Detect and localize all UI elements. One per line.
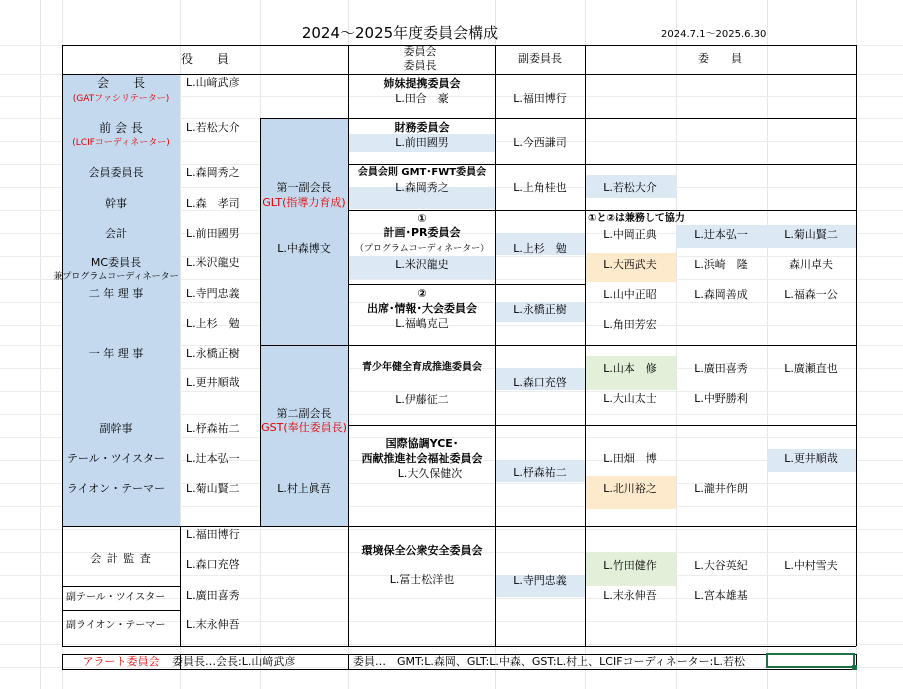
committee-name: 姉妹提携委員会 bbox=[383, 77, 461, 90]
committee-vice: L.永橋正樹 bbox=[513, 303, 567, 316]
officer-name: L.前田國男 bbox=[186, 227, 240, 240]
committee-member: L.田畑 博 bbox=[603, 452, 657, 465]
committee-member: L.宮本雄基 bbox=[694, 589, 748, 602]
committee-vice: L.上杉 勉 bbox=[513, 242, 567, 255]
fill-handle[interactable] bbox=[852, 665, 857, 670]
committee-member: L.大西武夫 bbox=[603, 258, 657, 271]
committee-member: L.中岡正典 bbox=[603, 228, 657, 241]
officer-role: 会計 bbox=[105, 227, 127, 240]
committee-mark: ① bbox=[417, 212, 427, 225]
committee-member: L.竹田健作 bbox=[603, 559, 657, 572]
officer-role: 一 年 理 事 bbox=[88, 347, 144, 360]
joint-note: ①と②は兼務して協力 bbox=[588, 213, 685, 224]
header-members: 委 員 bbox=[698, 52, 742, 65]
committee-member: L.大谷英紀 bbox=[694, 559, 748, 572]
officer-name: L.菊山賢二 bbox=[186, 482, 240, 495]
header-vice-chair: 副委員長 bbox=[518, 52, 562, 65]
committee-vice: L.寺門忠義 bbox=[513, 574, 567, 587]
auditor-role: 会 計 監 査 bbox=[90, 552, 152, 565]
officer-name: L.永橋正樹 bbox=[186, 347, 240, 360]
committee-member: L.山中正昭 bbox=[603, 288, 657, 301]
officer-role: 会 長 bbox=[96, 76, 146, 90]
committee-member: L.浜崎 隆 bbox=[694, 258, 748, 271]
committee-vice: L.今西謙司 bbox=[513, 136, 567, 149]
committee-member: L.若松大介 bbox=[603, 181, 657, 194]
officer-role: 副幹事 bbox=[99, 422, 133, 435]
officer-name: L.森 孝司 bbox=[186, 197, 240, 210]
officer-name: L.寺門忠義 bbox=[186, 287, 240, 300]
alert-committee-label: アラート委員会 bbox=[82, 655, 160, 668]
officer-name: L.若松大介 bbox=[186, 121, 240, 134]
period: 2024.7.1～2025.6.30 bbox=[661, 29, 767, 40]
first-vp-role: 第一副会長 bbox=[276, 181, 332, 194]
committee-member: L.辻本弘一 bbox=[694, 228, 748, 241]
first-vp-name: L.中森博文 bbox=[277, 242, 331, 255]
committee-chair: L.森岡秀之 bbox=[395, 181, 449, 194]
committee-chair: L.前田國男 bbox=[395, 136, 449, 149]
page-title: 2024～2025年度委員会構成 bbox=[301, 24, 499, 42]
officer-role: 幹事 bbox=[105, 197, 127, 210]
second-vp-sub: GST(奉仕委員長) bbox=[261, 421, 347, 434]
vice-lion-name: L.末永伸吾 bbox=[186, 618, 240, 631]
vice-tail-role: 副テール・ツイスター bbox=[66, 592, 166, 603]
committee-chair: L.福嶋克己 bbox=[395, 317, 449, 330]
committee-vice: L.杼森祐二 bbox=[513, 466, 567, 479]
committee-member: L.菊山賢二 bbox=[784, 228, 838, 241]
committee-member: L.末永伸吾 bbox=[603, 589, 657, 602]
committee-member: L.大山太士 bbox=[603, 392, 657, 405]
officer-name: L.米沢龍史 bbox=[186, 256, 240, 269]
committee-member: L.山本 修 bbox=[603, 362, 657, 375]
officer-role: ライオン・テーマー bbox=[66, 482, 166, 495]
auditor-name: L.森口充啓 bbox=[186, 558, 240, 571]
officer-sub: (GATファシリテーター) bbox=[72, 94, 170, 104]
committee-vice: L.福田博行 bbox=[513, 92, 567, 105]
officer-name: L.更井順哉 bbox=[186, 376, 240, 389]
vice-lion-role: 副ライオン・テーマー bbox=[66, 620, 166, 631]
alert-committee-members: 委員… GMT:L.森岡、GLT:L.中森、GST:L.村上、LCIFコーディネーター:L.若松 bbox=[353, 655, 746, 668]
committee-member: L.廣瀬直也 bbox=[784, 362, 838, 375]
officer-sub: 兼プログラムコーディネーター bbox=[53, 272, 179, 282]
committee-chair: L.大久保健次 bbox=[397, 467, 463, 480]
officer-role: テール・ツイスター bbox=[66, 452, 166, 465]
vice-tail-name: L.廣田喜秀 bbox=[186, 589, 240, 602]
committee-sub: （プログラムコーディネーター） bbox=[354, 244, 490, 254]
header-chair: 委員会 委員長 bbox=[403, 45, 437, 72]
header-officers: 役 員 bbox=[180, 52, 230, 66]
committee-name: 国際協調YCE･ bbox=[385, 437, 459, 450]
committee-member: L.北川裕之 bbox=[603, 482, 657, 495]
officer-role: 前 会 長 bbox=[99, 121, 143, 135]
committee-chair: L.伊藤征二 bbox=[395, 393, 449, 406]
committee-member: L.廣田喜秀 bbox=[694, 362, 748, 375]
committee-member: L.更井順哉 bbox=[784, 452, 838, 465]
committee-chair: L.米沢龍史 bbox=[395, 258, 449, 271]
committee-member: L.角田芳宏 bbox=[603, 318, 657, 331]
committee-chair: L.冨士松洋也 bbox=[389, 573, 455, 586]
officer-role: 会員委員長 bbox=[88, 166, 144, 179]
committee-name: 環境保全公衆安全委員会 bbox=[361, 544, 483, 557]
committee-vice: L.森口充啓 bbox=[513, 376, 567, 389]
committee-member: L.瀧井作朗 bbox=[694, 482, 748, 495]
officer-role: MC委員長 bbox=[90, 256, 142, 269]
selected-cell[interactable] bbox=[766, 653, 855, 668]
committee-member: L.中野勝利 bbox=[694, 392, 748, 405]
committee-chair: L.田合 豪 bbox=[395, 92, 449, 105]
auditor-name: L.福田博行 bbox=[186, 528, 240, 541]
officer-name: L.山﨑武彦 bbox=[186, 76, 240, 89]
committee-name: 会員会則 GMT･FWT委員会 bbox=[357, 167, 487, 178]
committee-name: 出席･情報･大会委員会 bbox=[367, 302, 477, 315]
committee-member: L.中村雪夫 bbox=[784, 559, 838, 572]
committee-name: 青少年健全育成推進委員会 bbox=[362, 362, 482, 373]
second-vp-role: 第二副会長 bbox=[276, 407, 332, 420]
committee-mark: ② bbox=[417, 287, 427, 300]
officer-role: 二 年 理 事 bbox=[88, 287, 144, 300]
committee-name: 計画･PR委員会 bbox=[383, 226, 461, 239]
officer-name: L.森岡秀之 bbox=[186, 166, 240, 179]
officer-name: L.上杉 勉 bbox=[186, 317, 240, 330]
first-vp-sub: GLT(指導力育成) bbox=[262, 196, 346, 209]
committee-vice: L.上角桂也 bbox=[513, 181, 567, 194]
vp-column-fill bbox=[260, 118, 348, 526]
officer-name: L.辻本弘一 bbox=[186, 452, 240, 465]
committee-member: 森川卓夫 bbox=[789, 258, 833, 271]
alert-committee-chair: 委員長…会長:L.山﨑武彦 bbox=[172, 655, 296, 668]
officer-sub: (LCIFコーディネーター) bbox=[72, 138, 170, 148]
committee-name: 財務委員会 bbox=[394, 121, 450, 134]
committee-member: L.森岡善成 bbox=[694, 288, 748, 301]
committee-name: 西献推進社会福祉委員会 bbox=[361, 452, 483, 465]
committee-member: L.福森一公 bbox=[784, 288, 838, 301]
second-vp-name: L.村上眞吾 bbox=[277, 482, 331, 495]
officer-name: L.杼森祐二 bbox=[186, 422, 240, 435]
